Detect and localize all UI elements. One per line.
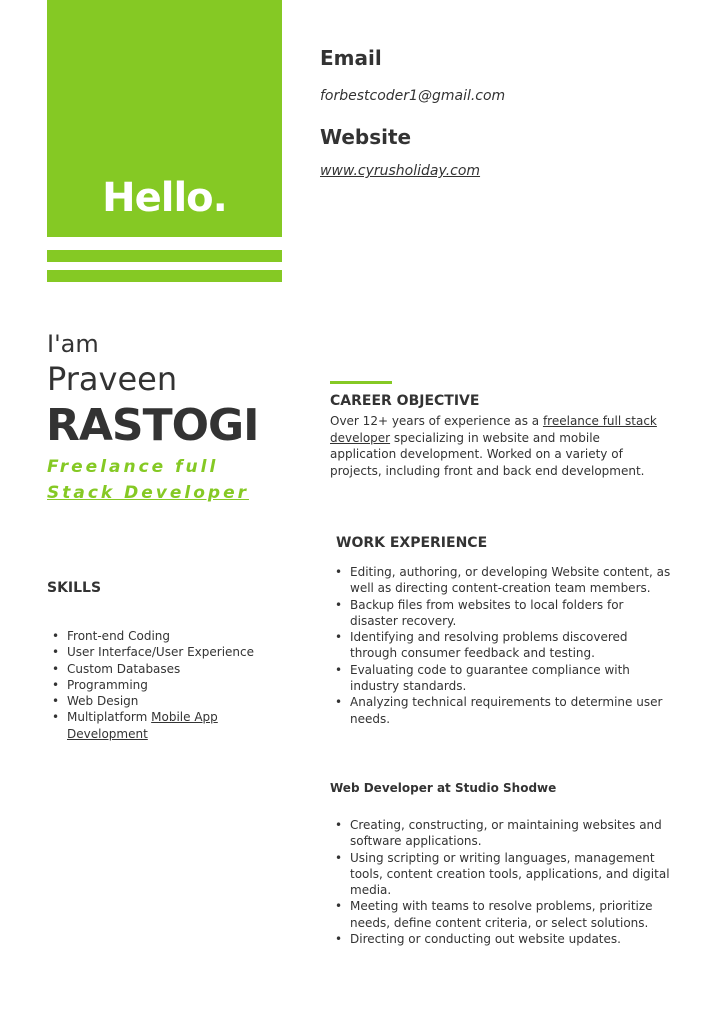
first-name: Praveen <box>47 360 178 398</box>
work-item-text: Editing, authoring, or developing Website content, as well as directing content-creation team members. <box>350 565 671 596</box>
list-item: • Directing or conducting out website updates. <box>335 932 621 947</box>
list-item: • Multiplatform Mobile App Development <box>52 710 218 741</box>
job-role-line1: Freelance full <box>47 457 219 477</box>
list-item: • Editing, authoring, or developing Website content, as well as directing content-creation team members. <box>335 565 671 596</box>
career-link-part1[interactable]: freelance full stack <box>542 414 657 428</box>
website-link[interactable]: www.cyrusholiday.com <box>320 163 481 179</box>
skill-label: Programming <box>67 677 148 692</box>
list-item: • Using scripting or writing languages, management tools, content creation tools, applications, and digital media. <box>335 850 670 898</box>
decorative-stripe-top <box>47 250 282 262</box>
list-item: • Programming <box>52 677 148 692</box>
list-item: • Front-end Coding <box>52 629 170 643</box>
list-item: • Meeting with teams to resolve problems, prioritize needs, define content criteria, or select solutions. <box>335 899 653 930</box>
job-title: Web Developer at Studio Shodwe <box>330 781 557 795</box>
job-item-text: Creating, constructing, or maintaining websites and software applications. <box>350 818 662 849</box>
mobile-app-link[interactable]: Mobile App <box>151 710 218 725</box>
job-item-text: Directing or conducting out website updates. <box>350 932 621 947</box>
mobile-app-link-cont[interactable]: Development <box>67 726 148 741</box>
list-item: • User Interface/User Experience <box>52 645 255 660</box>
job-item-text: Meeting with teams to resolve problems, prioritize needs, define content criteria, or select solutions. <box>350 899 653 930</box>
list-item: • Backup files from websites to local folders for disaster recovery. <box>335 597 624 628</box>
email-label: Email <box>320 46 382 70</box>
list-item: • Analyzing technical requirements to determine user needs. <box>335 695 663 726</box>
job-role <box>47 454 297 506</box>
work-item-text: Evaluating code to guarantee compliance with industry standards. <box>350 662 630 694</box>
skill-label: Custom Databases <box>67 661 181 676</box>
career-link-part2[interactable]: developer <box>330 430 391 445</box>
list-item: • Creating, constructing, or maintaining websites and software applications. <box>335 818 662 849</box>
work-item-text: Backup files from websites to local folders for disaster recovery. <box>350 597 624 628</box>
list-item: • Custom Databases <box>52 661 181 676</box>
skill-label: User Interface/User Experience <box>67 645 255 660</box>
hello-banner <box>47 0 282 237</box>
last-name: RASTOGI <box>46 400 259 451</box>
skills-list <box>47 628 287 742</box>
hello-greeting: Hello. <box>102 175 227 221</box>
skill-label: Web Design <box>67 694 139 709</box>
list-item: • Evaluating code to guarantee compliance with industry standards. <box>335 662 630 694</box>
career-objective-text <box>330 413 665 479</box>
email-value: forbestcoder1@gmail.com <box>320 88 506 104</box>
work-item-text: Identifying and resolving problems discovered through consumer feedback and testing. <box>350 630 628 661</box>
job-duties-list <box>330 817 675 947</box>
website-label: Website <box>320 125 412 149</box>
list-item: • Web Design <box>52 694 139 709</box>
skills-heading: SKILLS <box>47 580 102 596</box>
list-item: • Identifying and resolving problems discovered through consumer feedback and testing. <box>335 630 628 661</box>
work-experience-list <box>330 564 675 727</box>
career-text-start: Over 12+ years of experience as a <box>330 414 543 428</box>
intro-text: I'am <box>47 330 99 358</box>
decorative-stripe-bottom <box>47 270 282 282</box>
work-experience-heading: WORK EXPERIENCE <box>336 535 488 551</box>
accent-divider <box>330 381 392 384</box>
skill-label: Multiplatform <box>67 710 152 725</box>
job-item-text: Using scripting or writing languages, management tools, content creation tools, applications, and digital media. <box>350 850 670 898</box>
work-item-text: Analyzing technical requirements to determine user needs. <box>350 695 663 726</box>
job-role-line2: Stack Developer <box>47 483 249 503</box>
career-text-end: specializing in website and mobile application development. Worked on a variety of projects, including front and back end development. <box>330 430 645 478</box>
career-objective-heading: CAREER OBJECTIVE <box>330 393 480 409</box>
skill-label: Front-end Coding <box>67 629 170 643</box>
